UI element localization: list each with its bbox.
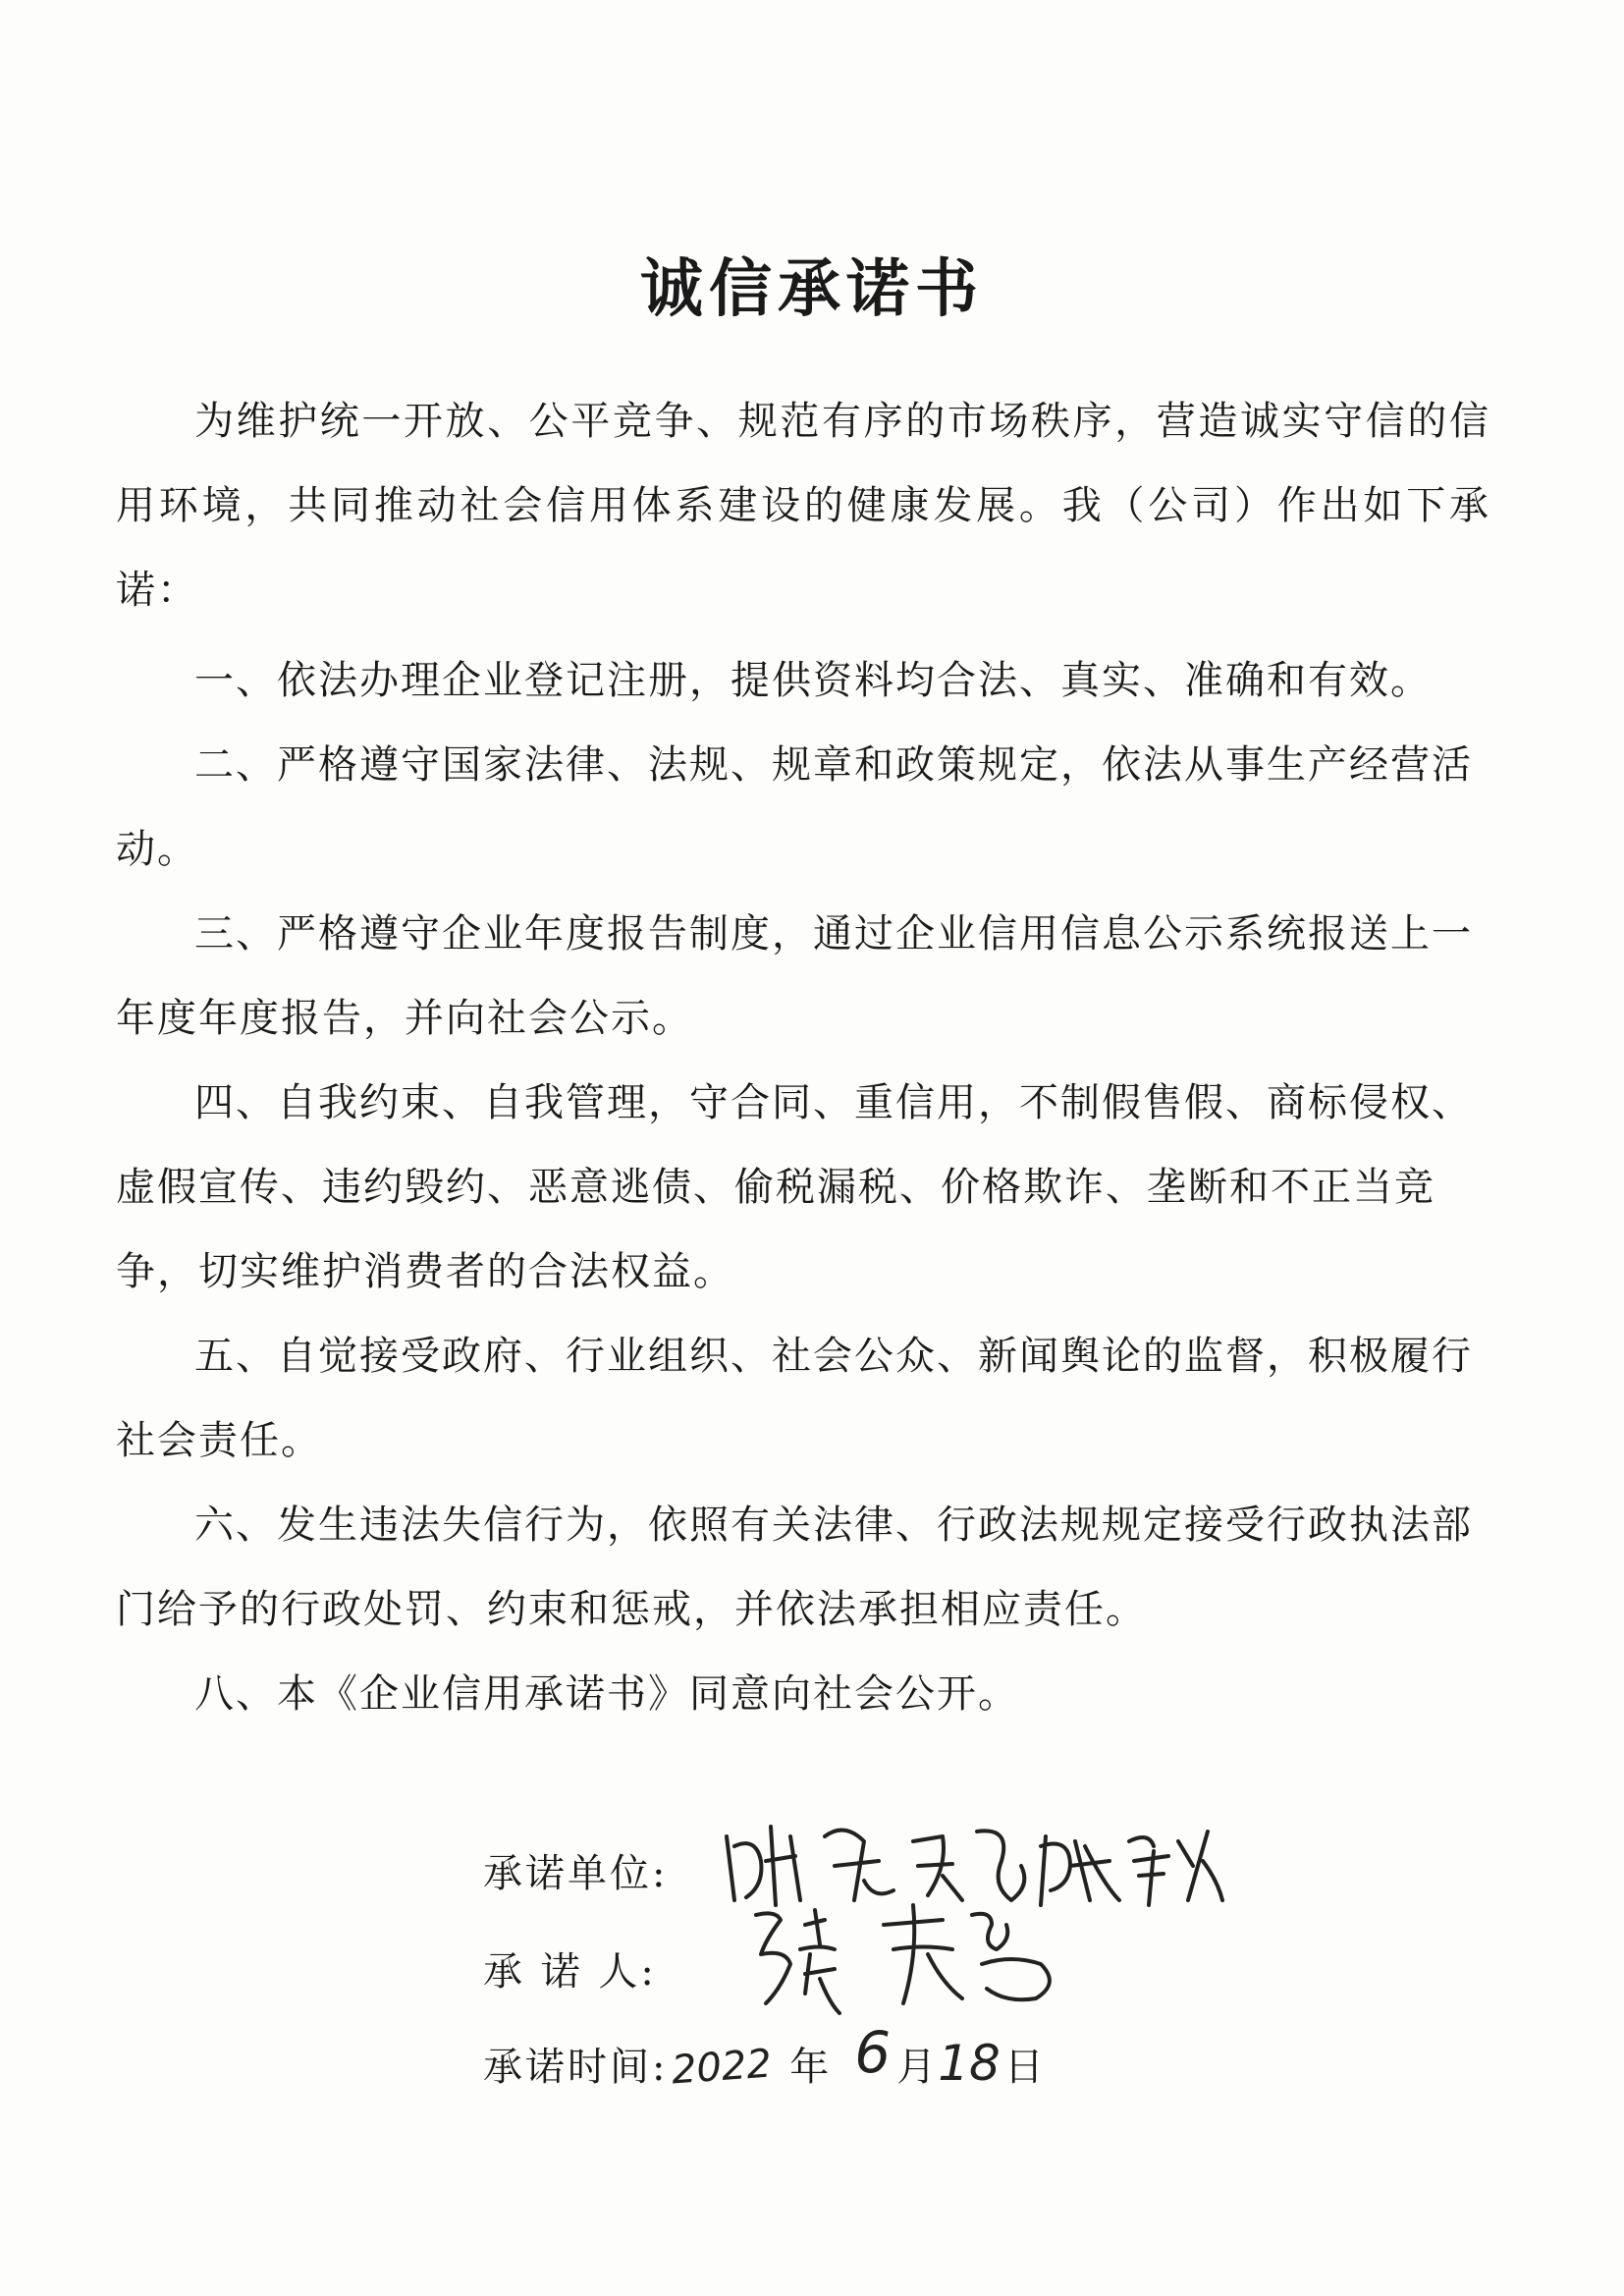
commitment-item-6: 六、发生违法失信行为，依照有关法律、行政法规规定接受行政执法部门给予的行政处罚、约束和惩戒，并依法承担相应责任。: [116, 1503, 1473, 1632]
unit-label: 承诺单位:: [483, 1851, 669, 1896]
commitment-date-row: [483, 2019, 1044, 2097]
date-day: 18: [938, 2035, 1001, 2092]
day-suffix: 日: [1003, 2045, 1044, 2090]
date-year: 2022: [671, 2041, 774, 2094]
person-label: 承 诺 人:: [483, 1949, 657, 1995]
commitment-item-1: 一、依法办理企业登记注册，提供资料均合法、真实、准确和有效。: [194, 658, 1432, 703]
year-suffix: 年: [789, 2045, 830, 2090]
month-suffix: 月: [896, 2045, 937, 2090]
time-label: 承诺时间:: [483, 2045, 669, 2090]
person-signature: [746, 1895, 1070, 2023]
commitment-item-3: 三、严格遵守企业年度报告制度，通过企业信用信息公示系统报送上一年度年度报告，并向社会公示。: [116, 911, 1473, 1041]
commitment-item-8: 八、本《企业信用承诺书》同意向社会公开。: [194, 1671, 1019, 1717]
intro-paragraph: 为维护统一开放、公平竞争、规范有序的市场秩序，营造诚实守信的信用环境，共同推动社会信用体系建设的健康发展。我（公司）作出如下承诺：: [116, 399, 1490, 613]
commitment-item-4: 四、自我约束、自我管理，守合同、重信用，不制假售假、商标侵权、虚假宣传、违约毁约、恶意逃债、偷税漏税、价格欺诈、垄断和不正当竞争，切实维护消费者的合法权益。: [116, 1080, 1473, 1294]
commitment-item-2: 二、严格遵守国家法律、法规、规章和政策规定，依法从事生产经营活动。: [116, 742, 1473, 872]
document-title: 诚信承诺书: [640, 252, 984, 326]
commitment-item-5: 五、自觉接受政府、行业组织、社会公众、新闻舆论的监督，积极履行社会责任。: [116, 1334, 1473, 1463]
date-month: 6: [854, 2019, 892, 2086]
